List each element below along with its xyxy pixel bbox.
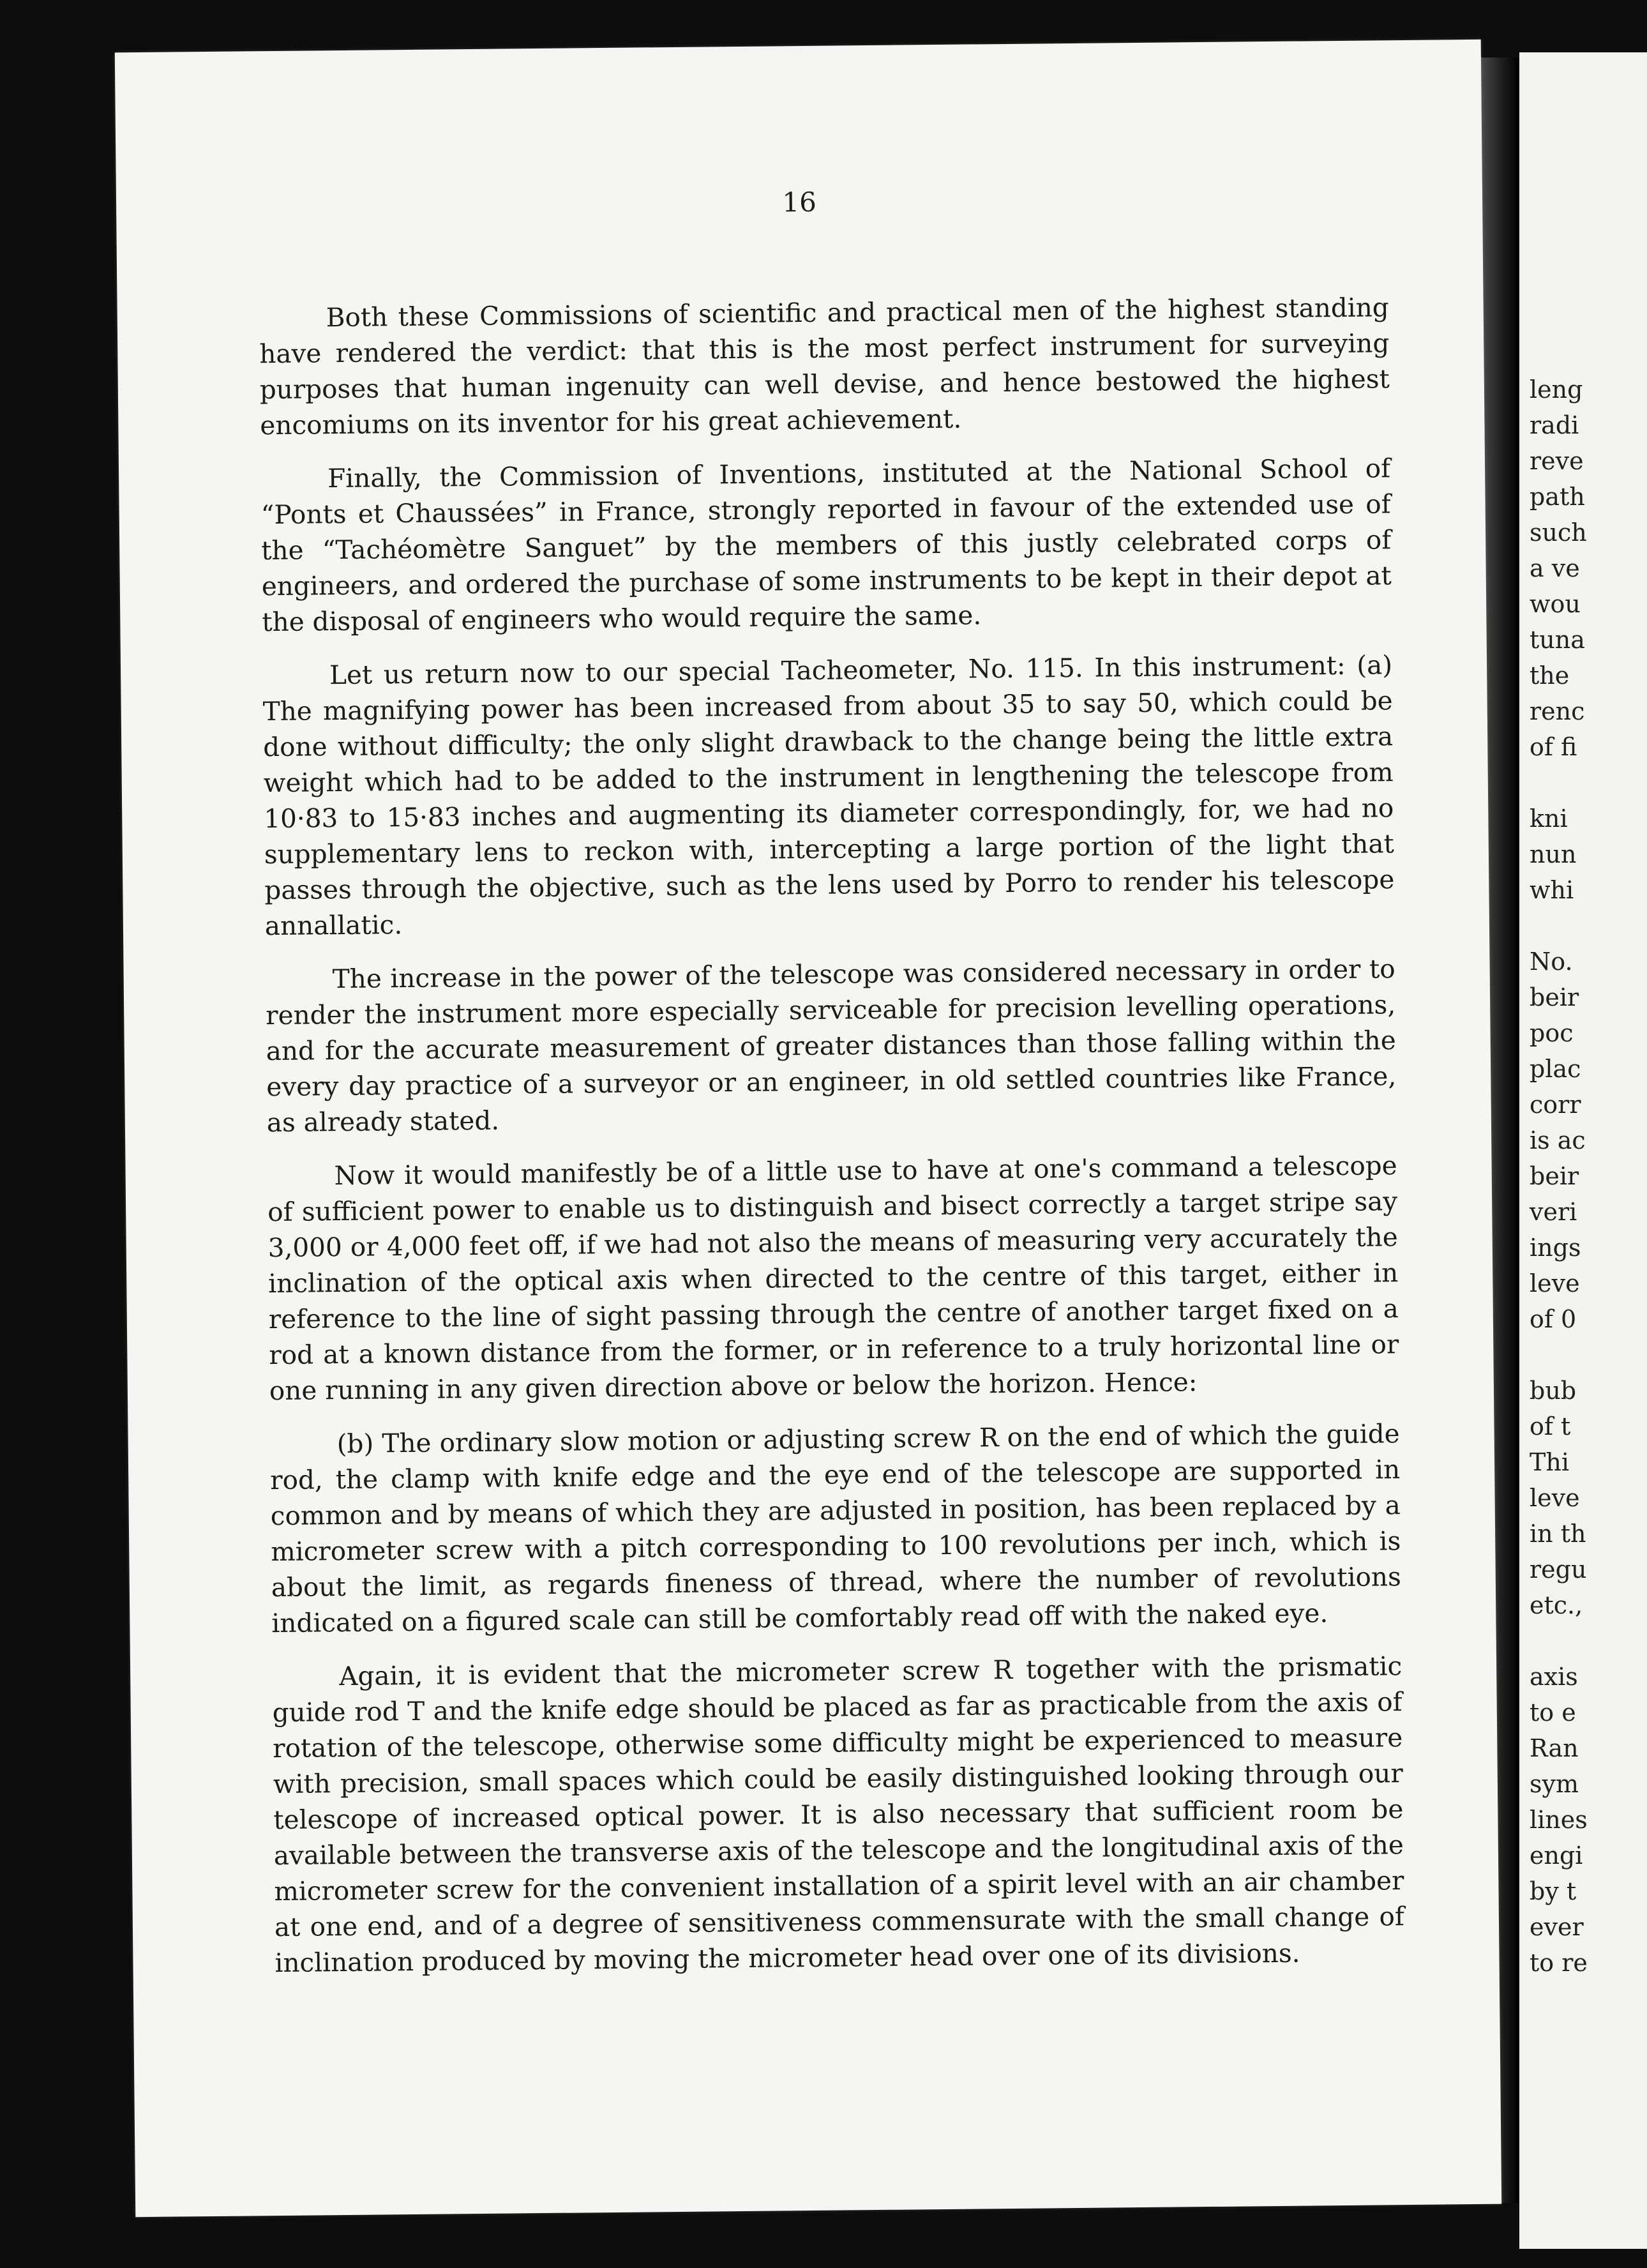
paragraph-spirit-level: Again, it is evident that the micrometer screw R together with the prismatic guide rod T and the knife edge should be placed as far as practicable from the axis of rotation of the telescope, otherwise some difficulty might be experienced to measure with precision, small spaces which could be easily distinguished looking through our telescope of increased optical power. It is also necessary that sufficient room be available between the transverse axis of the telescope and the longitudinal axis of the micrometer screw for the convenient installation of a spirit level with an air chamber at one end, and of a degree of sensitiveness commensurate with the small change of inclination produced by moving the micrometer head over one of its divisions. bbox=[272, 1651, 1405, 1979]
document-page bbox=[115, 40, 1501, 2217]
facing-page bbox=[1519, 52, 1647, 2249]
paragraph-telescope-power: The increase in the power of the telescope was considered necessary in order to render the instrument more especially serviceable for precision levelling operations, and for the accurate measurement of greater distances than those falling within the every day practice of a surveyor or an engineer, in old settled countries like France, as already stated. bbox=[266, 953, 1397, 1138]
body-text bbox=[259, 289, 1405, 1999]
paragraph-commission-of-inventions: Finally, the Commission of Inventions, instituted at the National School of “Ponts et Chaussées” in France, strongly reported in favour of the extended use of the “Tachéomètre Sanguet” by the members of this justly celebrated corps of engineers, and ordered the purchase of some instruments to be kept in their depot at the disposal of engineers who would require the same. bbox=[260, 453, 1392, 638]
paragraph-micrometer-screw: (b) The ordinary slow motion or adjusting screw R on the end of which the guide rod, the clamp with knife edge and the eye end of the telescope are supported in common and by means of which they are adjusted in position, has been replaced by a micrometer screw with a pitch corresponding to 100 revolutions per inch, which is about the limit, as regards fineness of thread, where the number of revolutions indicated on a figured scale can still be comfortably read off with the naked eye. bbox=[270, 1418, 1402, 1639]
paragraph-tacheometer-115: Let us return now to our special Tacheometer, No. 115. In this instrument: (a) The magnifying power has been increased from about 35 to say 50, which could be done without difficulty; the only slight drawback to the change being the little extra weight which had to be added to the instrument in lengthening the telescope from 10·83 to 15·83 inches and augmenting its diameter correspondingly, for, we had no supplementary lens to reckon with, intercepting a large portion of the light that passes through the objective, such as the lens used by Porro to render his telescope annallatic. bbox=[262, 649, 1395, 942]
page-number: 16 bbox=[782, 186, 817, 218]
paragraph-commissions-verdict: Both these Commissions of scientific and practical men of the highest standing have rendered the verdict: that this is the most perfect instrument for surveying purposes that human ingenuity can well devise, and hence bestowed the highest encomiums on its inventor for his great achievement. bbox=[259, 292, 1390, 441]
facing-page-text: leng radi reve path such a ve wou tuna the renc of fi kni nun whi No. beir poc plac corr is ac beir veri ings leve of 0 bub of t Thi leve in th regu etc., axis to e Ran sym lines engi by t ever to re bbox=[1530, 375, 1588, 1977]
paragraph-target-measurement: Now it would manifestly be of a little use to have at one's command a telescope of sufficient power to enable us to distinguish and bisect correctly a target stripe say 3,000 or 4,000 feet off, if we had not also the means of measuring very accurately the inclination of the optical axis when directed to the centre of this target, either in reference to the line of sight passing through the centre of another target fixed on a rod at a known distance from the former, or in reference to a truly horizontal line or one running in any given direction above or below the horizon. Hence: bbox=[267, 1150, 1399, 1407]
